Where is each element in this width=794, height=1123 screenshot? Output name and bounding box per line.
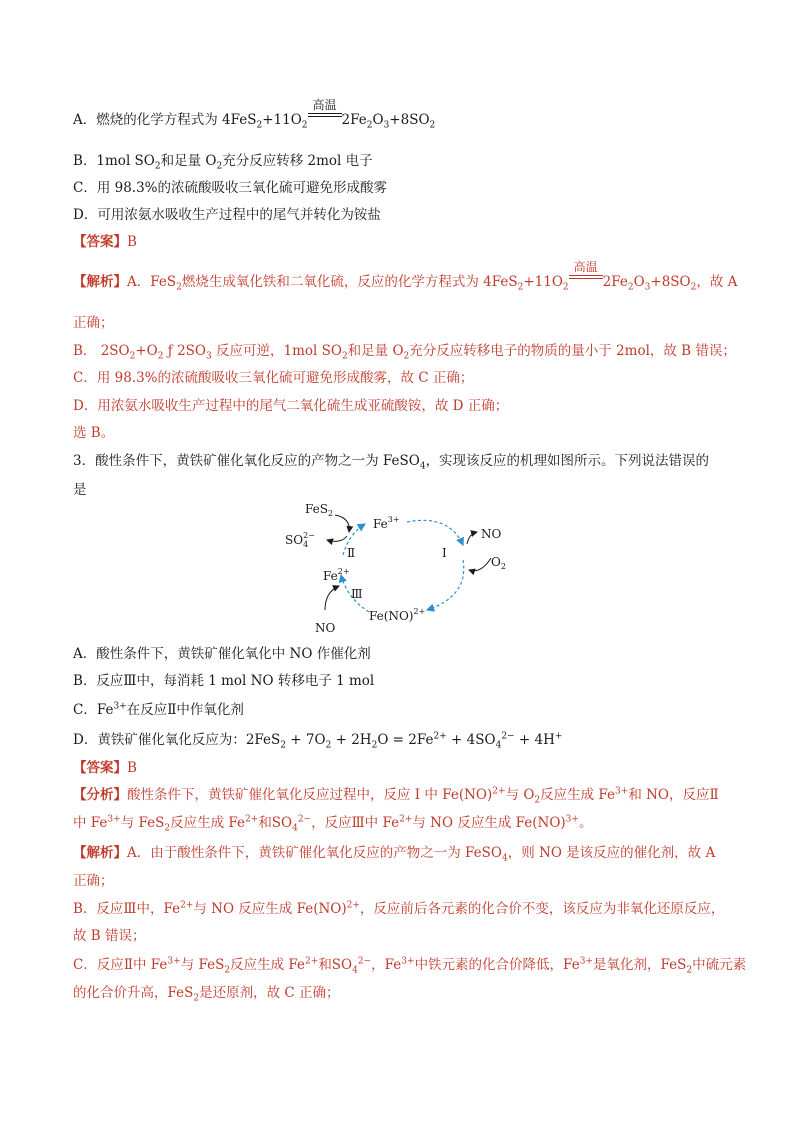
no-out-arrow [467,532,477,544]
label-iii: Ⅲ [351,587,363,601]
q3-jiexi-a-cont: 正确； [73,873,114,889]
q2-analysis-b: B． $2SO_2+O_2$ ƒ $2SO_3$ 反应可逆，1mol $SO_2$和足量 $O_2$充分反应转移电子的物质的量小于 2mol，故 B 错误； [73,343,736,362]
q2-option-a: A．燃烧的化学方程式为 $4FeS_2+11O_2$ 高温 $2Fe_2O_3+8SO_2$ [73,98,436,131]
q3-stem: 3．酸性条件下，黄铁矿催化氧化反应的产物之一为 FeSO$_4$，实现该反应的机理如图所示。下列说法错误的 [73,453,710,472]
q2-analysis-a: 【解析】A．FeS$_2$燃烧生成氧化铁和二氧化硫，反应的化学方程式为 $4FeS_2+11O_2$ 高温 $2Fe_2O_3+8SO_2$，故 A [73,260,738,293]
q2-analysis-a-cont: 正确； [73,315,114,331]
q3-option-d: D．黄铁矿催化氧化反应为：$2FeS_2 + 7O_2 + 2H_2O = 2Fe^{2+} + 4SO_4^{2-} + 4H^+$ [73,731,563,751]
so4-out-arrow [327,536,347,541]
label-ii: Ⅱ [347,546,356,560]
q2-option-c: C．用 98.3%的浓硫酸吸收三氧化硫可避免形成酸雾 [73,180,388,196]
reaction-condition-sign: 高温 [569,272,603,288]
q2-choose: 选 B。 [73,425,115,441]
label-fes2: FeS$_2$ [305,502,334,518]
q2-analysis-c: C．用 98.3%的浓硫酸吸收三氧化硫可避免形成酸雾，故 C 正确； [73,370,474,386]
label-o2: $O_2$ [491,555,506,571]
q3-jiexi-c-cont: 的化合价升高，FeS$_2$是还原剂，故 C 正确； [73,985,340,1004]
reaction-condition-sign: 高温 [308,110,342,126]
fes2-in-arrow [335,515,349,532]
mechanism-diagram [277,500,527,640]
q3-option-a: A．酸性条件下，黄铁矿催化氧化中 NO 作催化剂 [73,646,371,662]
q2-answer: 【答案】B [73,234,137,250]
label-fe2: $Fe^{2+}$ [323,567,350,583]
cycle-arrow-i [407,520,463,545]
q3-jiexi-c: C．反应Ⅱ中 $Fe^{3+}$与 FeS$_2$反应生成 $Fe^{2+}$和$SO_4^{2-}$，$Fe^{3+}$中铁元素的化合价降低，$Fe^{3+}$是氧化剂，FeS$_2$中硫元素 [73,956,747,976]
q3-stem-cont: 是 [73,482,87,498]
q3-answer: 【答案】B [73,760,137,776]
label-i: I [442,546,447,560]
q2-analysis-d: D．用浓氨水吸收生产过程中的尾气二氧化硫生成亚硫酸铵，故 D 正确； [73,398,509,414]
q3-jiexi-b-cont: 故 B 错误； [73,928,146,944]
o2-in-arrow [469,558,491,571]
q3-fenxi: 【分析】酸性条件下，黄铁矿催化氧化反应过程中，反应 I 中 Fe(NO)$^{2+}$与 $O_2$反应生成 $Fe^{3+}$和 NO，反应Ⅱ [73,786,719,806]
q3-option-c: C．$Fe^{3+}$在反应Ⅱ中作氧化剂 [73,701,244,718]
label-no-top: NO [481,527,502,541]
no-in-arrow [325,586,339,610]
label-so4: $SO_42-$ [285,531,315,549]
q3-jiexi-b: B．反应Ⅲ中，$Fe^{2+}$与 NO 反应生成 Fe(NO)$^{2+}$，反应前后各元素的化合价不变，该反应为非氧化还原反应， [73,900,725,917]
q2-option-b: B．1mol $SO_2$和足量 $O_2$充分反应转移 2mol 电子 [73,153,373,172]
label-fe3: $Fe^{3+}$ [373,515,400,531]
q3-fenxi-cont: 中 $Fe^{3+}$与 FeS$_2$反应生成 $Fe^{2+}$和$SO_4^{2-}$，反应Ⅲ中 $Fe^{2+}$与 NO 反应生成 Fe(NO)$^{3+}$。 [73,814,593,834]
cycle-arrow-i-lower [427,560,464,610]
label-no-bottom: NO [315,621,336,635]
q3-jiexi-a: 【解析】A．由于酸性条件下，黄铁矿催化氧化反应的产物之一为 FeSO$_4$，则 NO 是该反应的催化剂，故 A [73,845,716,864]
label-feno: Fe(NO)$^{2+}$ [369,607,426,623]
q2-option-d: D．可用浓氨水吸收生产过程中的尾气并转化为铵盐 [73,207,381,223]
q3-option-b: B．反应Ⅲ中，每消耗 1 mol NO 转移电子 1 mol [73,673,375,689]
